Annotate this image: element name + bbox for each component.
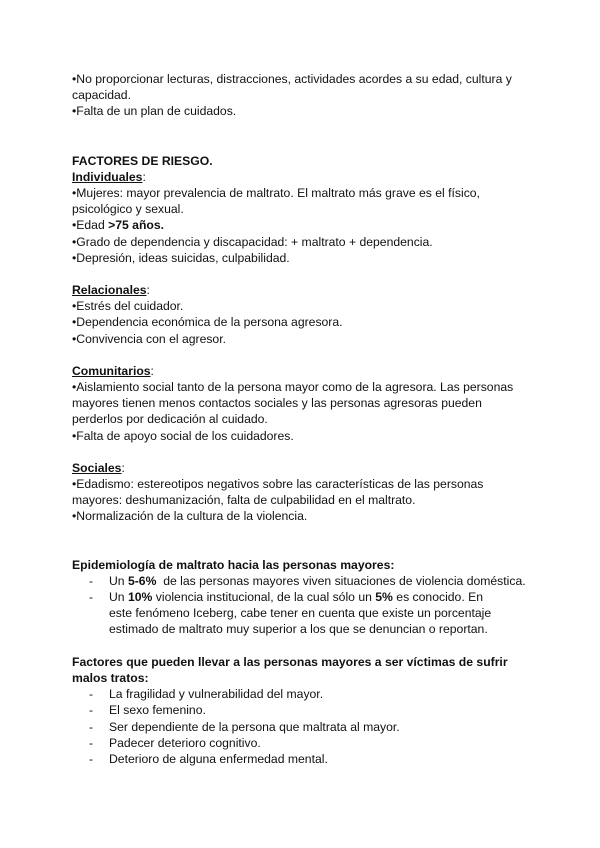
- individual-heading-colon: :: [142, 169, 146, 184]
- intro-item-lecturas: •No proporcionar lecturas, distracciones, actividades acordes a su edad, cultura y capacidad.: [72, 72, 512, 103]
- epidemiology-item-domestica-b: de las personas mayores viven situaciones de violencia doméstica.: [156, 573, 526, 588]
- individual-item-depresion: •Depresión, ideas suicidas, culpabilidad.: [72, 250, 290, 265]
- community-item-aislamiento: •Aislamiento social tanto de la persona mayor como de la agresora. Las personas mayores tienen menos contactos sociales y las personas agresoras pueden perderlos por dedicación al cuidado.: [72, 380, 514, 427]
- relational-heading-label: Relacionales: [72, 283, 147, 298]
- individual-item-edad: [72, 217, 532, 233]
- epidemiology-title: Epidemiología de maltrato hacia las personas mayores:: [72, 557, 395, 572]
- epidemiology-item-institucional: [72, 589, 509, 638]
- victims-item-text: El sexo femenino.: [109, 703, 206, 718]
- victims-item-text: Deterioro de alguna enfermedad mental.: [109, 751, 328, 766]
- social-item-normalizacion: •Normalización de la cultura de la violencia.: [72, 509, 308, 524]
- relational-item-dependencia: •Dependencia económica de la persona agresora.: [72, 315, 343, 330]
- community-heading-colon: :: [150, 363, 154, 378]
- community-heading: [72, 363, 532, 379]
- victims-item-text: La fragilidad y vulnerabilidad del mayor.: [109, 687, 324, 702]
- social-item-edadismo: •Edadismo: estereotipos negativos sobre las características de las personas mayores: deshumanización, falta de culpabilidad en el maltrato.: [72, 477, 484, 508]
- epidemiology-item-domestica-value: 5-6%: [127, 573, 157, 588]
- relational-item-convivencia: •Convivencia con el agresor.: [72, 331, 226, 346]
- community-item-apoyo: •Falta de apoyo social de los cuidadores.: [72, 428, 294, 443]
- relational-heading-colon: :: [146, 283, 150, 298]
- relational-item-estres: •Estrés del cuidador.: [72, 299, 184, 314]
- epidemiology-item-institucional-a: Un: [109, 590, 128, 605]
- individual-item-edad-value: >75 años.: [108, 218, 165, 233]
- list-dash: -: [89, 719, 94, 734]
- victims-list: [72, 686, 532, 767]
- document-page: [72, 71, 532, 767]
- individual-item-dependencia: •Grado de dependencia y discapacidad: + maltrato + dependencia.: [72, 234, 433, 249]
- epidemiology-item-institucional-value-1: 10%: [127, 590, 153, 605]
- social-heading: [72, 460, 532, 476]
- social-heading-colon: :: [121, 460, 125, 475]
- list-dash: -: [89, 751, 94, 766]
- epidemiology-item-institucional-value-2: 5%: [375, 590, 393, 605]
- epidemiology-item-institucional-b: violencia institucional, de la cual sólo un: [152, 590, 376, 605]
- community-heading-label: Comunitarios: [72, 363, 151, 378]
- epidemiology-list: [72, 573, 532, 638]
- list-dash: -: [89, 687, 94, 702]
- individual-item-mujeres: •Mujeres: mayor prevalencia de maltrato. El maltrato más grave es el físico, psicológico y sexual.: [72, 186, 480, 217]
- victims-item: [72, 735, 532, 751]
- victims-item: [72, 702, 532, 718]
- epidemiology-item-institucional-c: es conocido. En este fenómeno Iceberg, cabe tener en cuenta que existe un porcentaje estimado de maltrato muy superior a los que se denuncian o reportan.: [109, 590, 492, 637]
- epidemiology-item-domestica-a: Un: [109, 573, 128, 588]
- epidemiology-item-domestica: [72, 573, 532, 589]
- social-heading-label: Sociales: [72, 460, 122, 475]
- victims-item: [72, 751, 532, 767]
- victims-title: Factores que pueden llevar a las personas mayores a ser víctimas de sufrir malos tratos:: [72, 654, 508, 685]
- victims-item-text: Padecer deterioro cognitivo.: [109, 735, 261, 750]
- list-dash: -: [89, 735, 94, 750]
- relational-heading: [72, 282, 532, 298]
- victims-item: [72, 719, 532, 735]
- individual-heading: [72, 169, 532, 185]
- victims-item-text: Ser dependiente de la persona que maltrata al mayor.: [109, 719, 400, 734]
- individual-item-edad-prefix: •Edad: [72, 218, 109, 233]
- risk-factors-title: FACTORES DE RIESGO.: [72, 153, 213, 168]
- list-dash: -: [89, 573, 94, 588]
- list-dash: -: [89, 590, 94, 605]
- intro-item-plan: •Falta de un plan de cuidados.: [72, 104, 237, 119]
- individual-heading-label: Individuales: [72, 169, 143, 184]
- victims-item: [72, 686, 532, 702]
- list-dash: -: [89, 703, 94, 718]
